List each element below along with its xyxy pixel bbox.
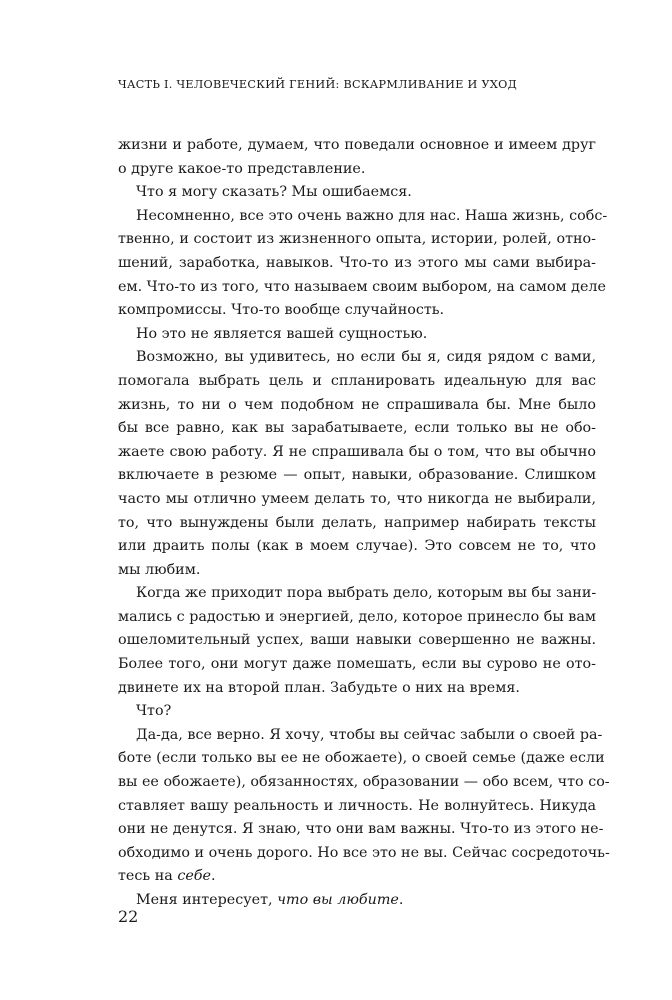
text-line: Более того, они могут даже помешать, если вы сурово не ото- (118, 656, 596, 673)
text-line: мались с радостью и энергией, дело, которое принесло бы вам (118, 608, 596, 625)
text-line: двинете их на второй план. Забудьте о них на время. (118, 679, 520, 696)
text-line (118, 889, 596, 913)
text-line: то, что вынуждены были делать, например набирать тексты (118, 514, 596, 531)
text-line: Что? (136, 703, 172, 720)
text-line: Да-да, все верно. Я хочу, чтобы вы сейчас забыли о своей ра- (136, 726, 603, 743)
text-fragment: . (210, 868, 216, 885)
text-fragment: . (398, 892, 404, 908)
text-line: шений, заработка, навыков. Что-то из этого мы сами выбира- (118, 254, 596, 271)
text-line: Но это не является вашей сущностью. (136, 325, 428, 342)
page-number: 22 (118, 907, 139, 926)
text-line: мы любим. (118, 561, 201, 578)
text-line (118, 865, 596, 889)
text-line: о друге какое-то представление. (118, 160, 366, 177)
text-line: Возможно, вы удивитесь, но если бы я, сидя рядом с вами, (136, 349, 596, 366)
text-line: включаете в резюме — опыт, навыки, образование. Слишком (118, 467, 596, 484)
text-line: жизнь, то ни о чем подобном не спрашивала бы. Мне было (118, 396, 596, 413)
body-text (118, 134, 610, 913)
text-line: обходимо и очень дорого. Но все это не вы. Сейчас сосредоточь- (118, 844, 610, 861)
text-line: или драить полы (как в моем случае). Это совсем не то, что (118, 538, 596, 555)
text-line: твенно, и состоит из жизненного опыта, истории, ролей, отно- (118, 231, 596, 248)
text-line: ставляет вашу реальность и личность. Не волнуйтесь. Никуда (118, 797, 596, 814)
text-line: ем. Что-то из того, что называем своим выбором, на самом деле (118, 278, 606, 295)
emphasis-text: что вы любите (277, 892, 399, 908)
text-line: ошеломительный успех, ваши навыки совершенно не важны. (118, 632, 596, 649)
text-line: часто мы отлично умеем делать то, что никогда не выбирали, (118, 490, 596, 507)
text-line: Несомненно, все это очень важно для нас. Наша жизнь, собс- (136, 207, 608, 224)
text-line: они не денутся. Я знаю, что они вам важны. Что-то из этого не- (118, 821, 604, 838)
text-line: жизни и работе, думаем, что поведали основное и имеем друг (118, 137, 596, 153)
emphasis-text: себе (177, 868, 211, 885)
text-fragment: тесь на (118, 868, 178, 885)
text-line: компромиссы. Что-то вообще случайность. (118, 302, 445, 319)
text-line: Что я могу сказать? Мы ошибаемся. (136, 184, 412, 201)
text-line: вы ее обожаете), обязанностях, образовании — обо всем, что со- (118, 774, 610, 791)
text-line: бы все равно, как вы зарабатываете, если только вы не обо- (118, 420, 596, 437)
text-line: помогала выбрать цель и спланировать идеальную для вас (118, 372, 596, 389)
text-line: жаете свою работу. Я не спрашивала бы о том, что вы обычно (118, 443, 596, 460)
running-head: ЧАСТЬ I. ЧЕЛОВЕЧЕСКИЙ ГЕНИЙ: ВСКАРМЛИВАНИЕ И УХОД (118, 78, 517, 91)
text-fragment: Меня интересует, (136, 892, 278, 908)
text-line: Когда же приходит пора выбрать дело, которым вы бы зани- (136, 585, 597, 602)
text-line: боте (если только вы ее не обожаете), о своей семье (даже если (118, 750, 605, 767)
